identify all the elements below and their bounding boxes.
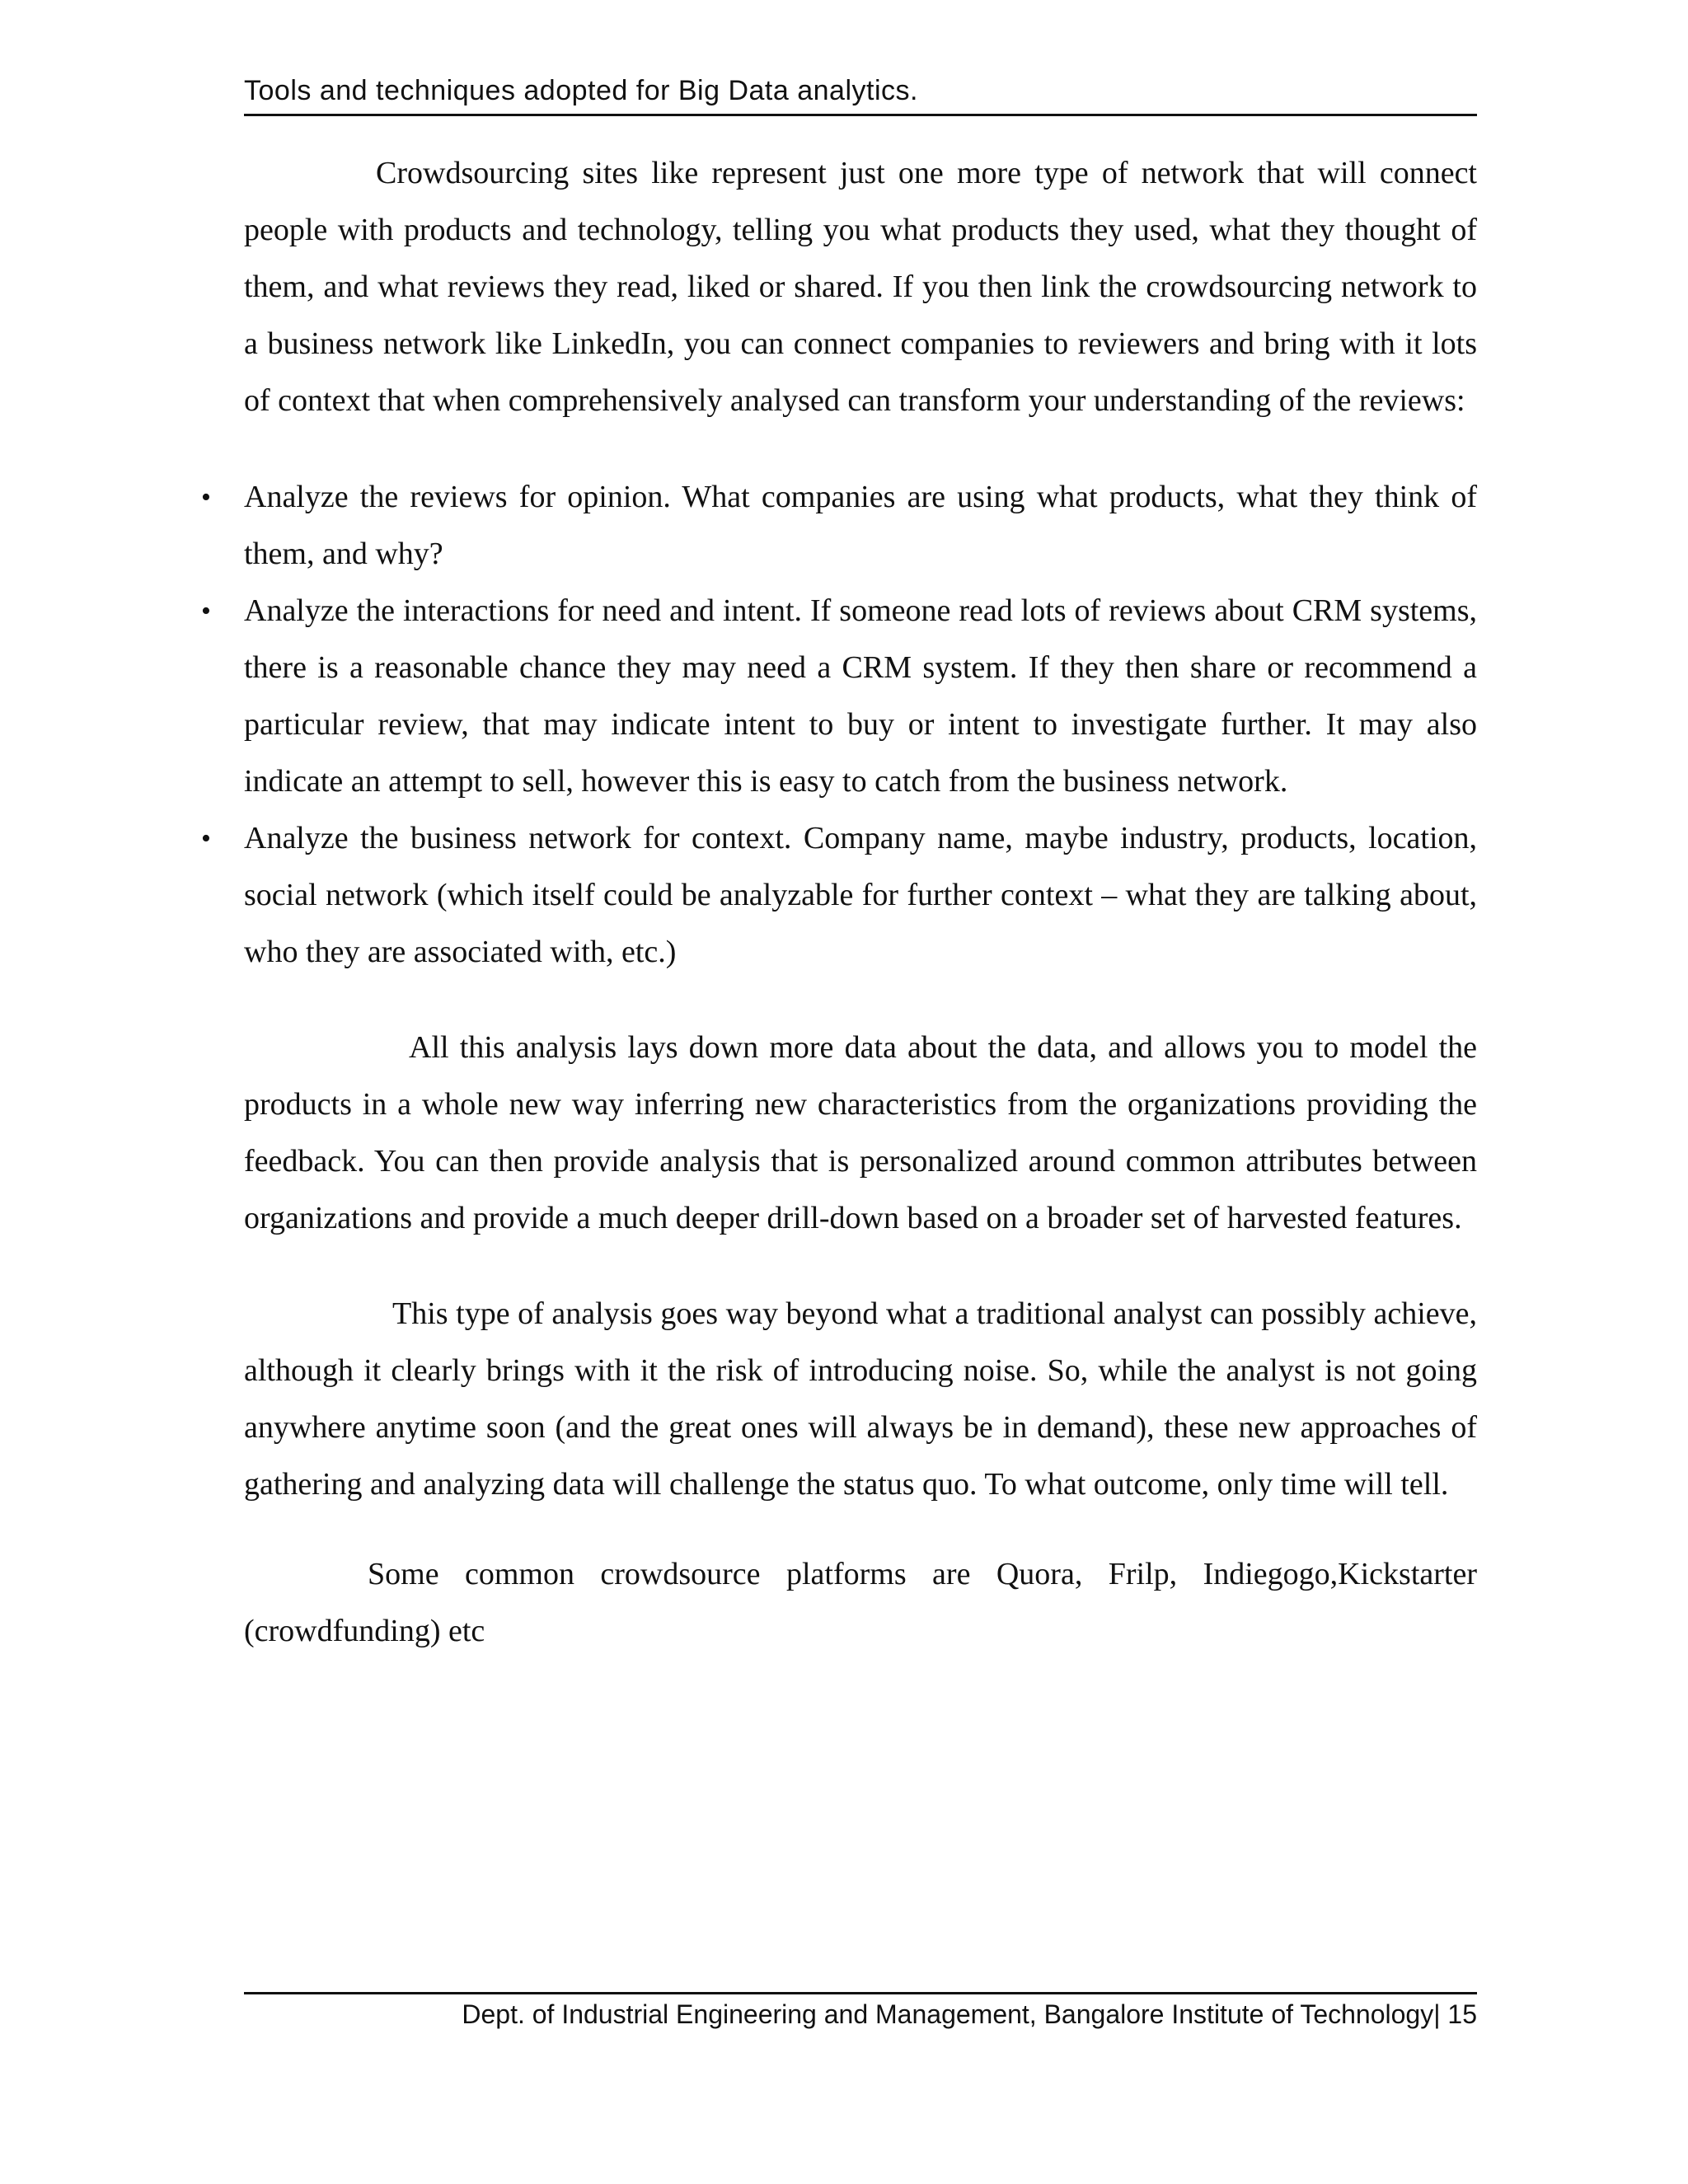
bullet-text: Analyze the interactions for need and intent. If someone read lots of reviews about CRM systems, there is a reasonable chance they may need a CRM system. If they then share or recommend a particular review, that may indicate intent to buy or intent to investigate further. It may also indicate an attempt to sell, however this is easy to catch from the business network. <box>244 593 1477 799</box>
footer-divider <box>244 1992 1477 1994</box>
bullet-item-interactions <box>201 583 1477 810</box>
bullet-icon: • <box>201 482 211 513</box>
bullet-icon: • <box>201 596 211 626</box>
page-header <box>244 68 1477 116</box>
bullet-item-opinion <box>201 469 1477 583</box>
bullet-text: Analyze the reviews for opinion. What companies are using what products, what they think of them, and why? <box>244 480 1477 571</box>
bullet-icon: • <box>201 823 211 854</box>
paragraph-analysis-data: All this analysis lays down more data about the data, and allows you to model the products in a whole new way inferring new characteristics from the organizations providing the feedback. You can then provide analysis that is personalized around common attributes between organizations and provide a much deeper drill-down based on a broader set of harvested features. <box>244 1030 1477 1235</box>
bullet-item-business-network <box>201 810 1477 981</box>
paragraph-crowdsourcing-intro: Crowdsourcing sites like represent just one more type of network that will connect people with products and technology, telling you what products they used, what they thought of them, and what reviews they read, liked or shared. If you then link the crowdsourcing network to a business network like LinkedIn, you can connect companies to reviewers and bring with it lots of context that when comprehensively analysed can transform your understanding of the reviews: <box>244 156 1477 418</box>
paragraph-traditional-analyst: This type of analysis goes way beyond what a traditional analyst can possibly achieve, although it clearly brings with it the risk of introducing noise. So, while the analyst is not going anywhere anytime soon (and the great ones will always be in demand), these new approaches of gathering and analyzing data will challenge the status quo. To what outcome, only time will tell. <box>244 1296 1477 1502</box>
analysis-bullet-list <box>201 469 1477 981</box>
page-content <box>201 145 1477 1660</box>
paragraph-crowdsource-platforms: Some common crowdsource platforms are Quora, Frilp, Indiegogo,Kickstarter (crowdfunding) etc <box>244 1557 1477 1648</box>
page-footer: Dept. of Industrial Engineering and Management, Bangalore Institute of Technology| 15 <box>462 1999 1477 2029</box>
header-title: Tools and techniques adopted for Big Data analytics. <box>244 75 918 106</box>
bullet-text: Analyze the business network for context. Company name, maybe industry, products, location, social network (which itself could be analyzable for further context – what they are talking about, who they are associated with, etc.) <box>244 821 1477 969</box>
